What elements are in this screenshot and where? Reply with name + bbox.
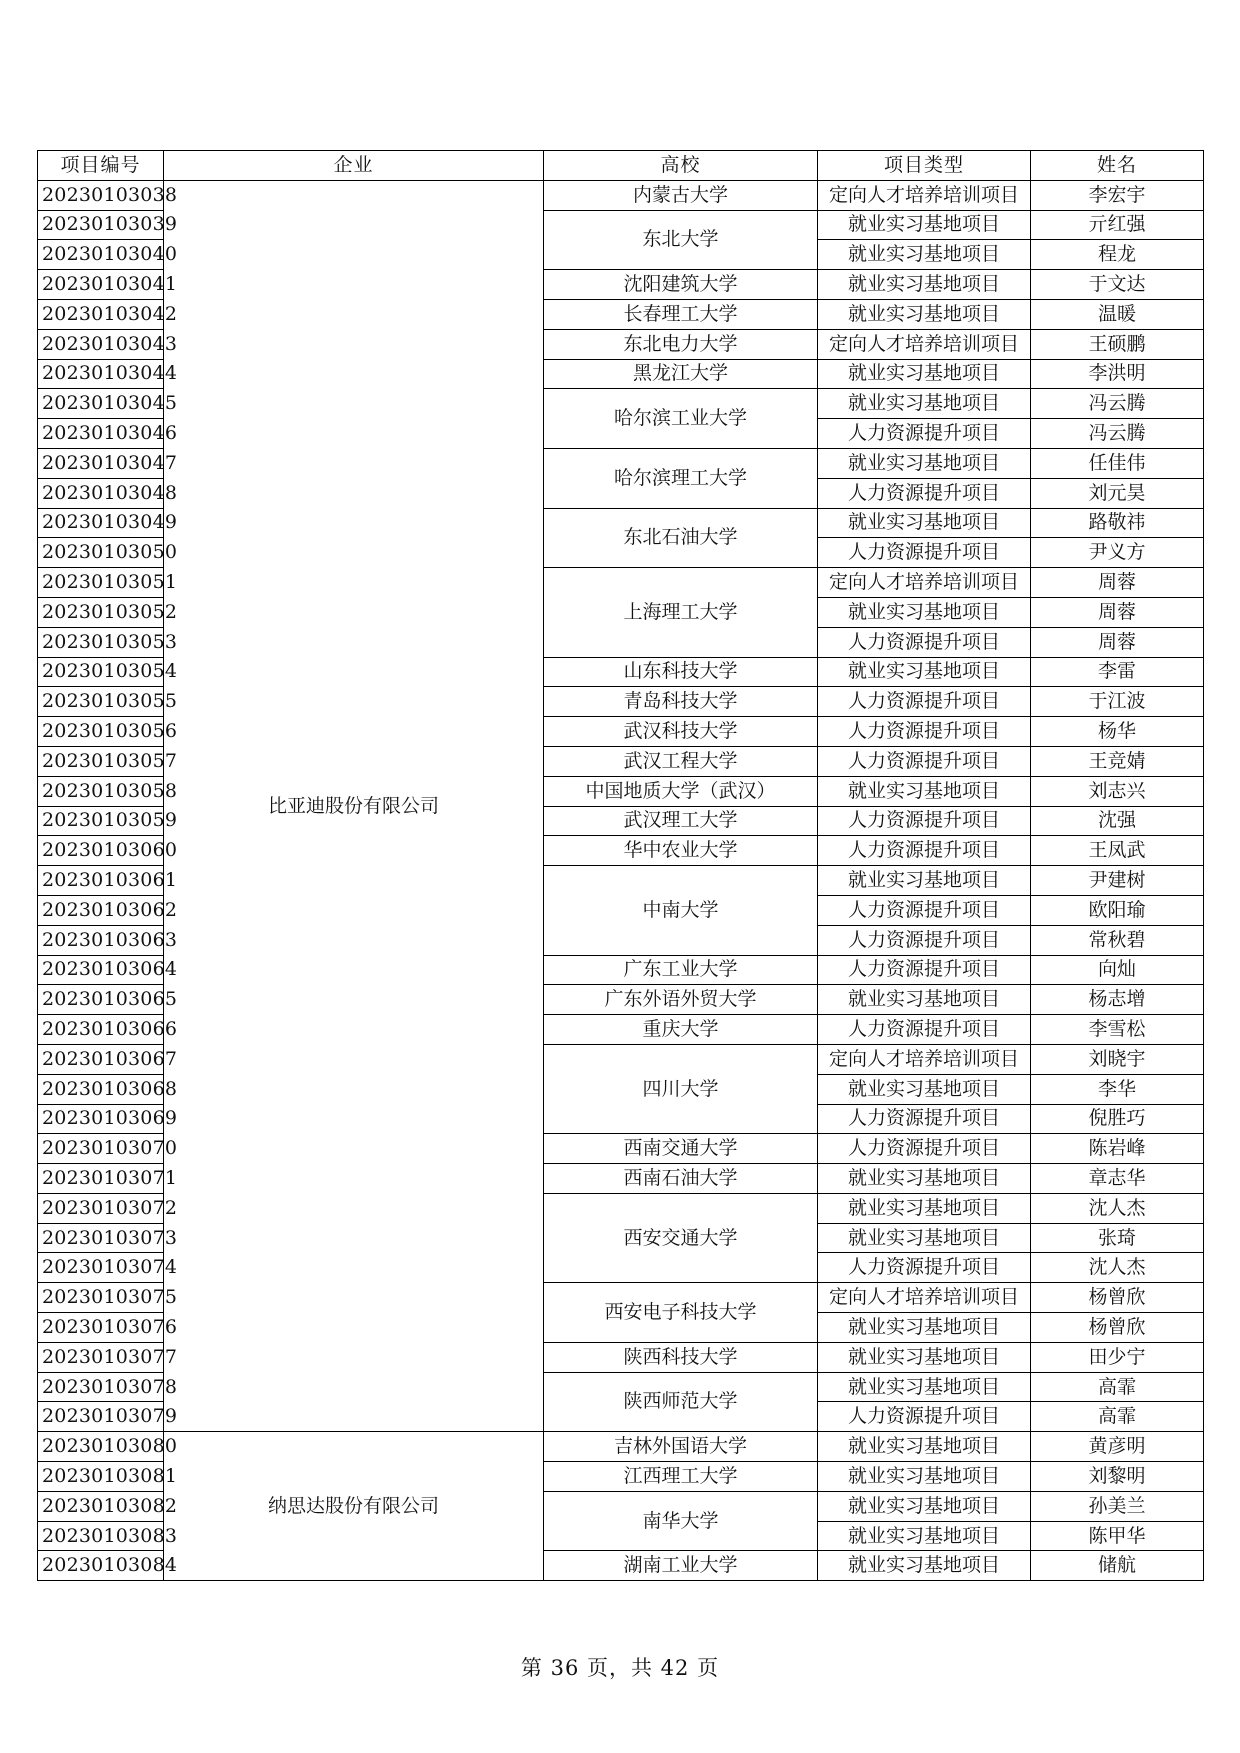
project-type-cell: 定向人才培养培训项目 xyxy=(818,1283,1031,1313)
university-cell: 武汉工程大学 xyxy=(544,746,818,776)
project-id-cell: 20230103062 xyxy=(38,895,164,925)
project-id-cell: 20230103073 xyxy=(38,1223,164,1253)
project-type-cell: 人力资源提升项目 xyxy=(818,419,1031,449)
person-name-cell: 周蓉 xyxy=(1031,627,1204,657)
project-type-cell: 人力资源提升项目 xyxy=(818,895,1031,925)
project-type-cell: 就业实习基地项目 xyxy=(818,1372,1031,1402)
project-type-cell: 就业实习基地项目 xyxy=(818,1432,1031,1462)
project-type-cell: 就业实习基地项目 xyxy=(818,1164,1031,1194)
project-type-cell: 就业实习基地项目 xyxy=(818,1551,1031,1581)
person-name-cell: 程龙 xyxy=(1031,240,1204,270)
header-company: 企业 xyxy=(164,151,544,181)
project-type-cell: 人力资源提升项目 xyxy=(818,478,1031,508)
person-name-cell: 向灿 xyxy=(1031,955,1204,985)
project-type-cell: 就业实习基地项目 xyxy=(818,1491,1031,1521)
project-id-cell: 20230103078 xyxy=(38,1372,164,1402)
project-id-cell: 20230103045 xyxy=(38,389,164,419)
project-type-cell: 就业实习基地项目 xyxy=(818,1074,1031,1104)
project-id-cell: 20230103080 xyxy=(38,1432,164,1462)
person-name-cell: 李宏宇 xyxy=(1031,180,1204,210)
person-name-cell: 倪胜巧 xyxy=(1031,1104,1204,1134)
project-type-cell: 就业实习基地项目 xyxy=(818,1521,1031,1551)
project-id-cell: 20230103039 xyxy=(38,210,164,240)
person-name-cell: 尹建树 xyxy=(1031,866,1204,896)
project-type-cell: 人力资源提升项目 xyxy=(818,717,1031,747)
person-name-cell: 李华 xyxy=(1031,1074,1204,1104)
project-type-cell: 人力资源提升项目 xyxy=(818,1015,1031,1045)
project-type-cell: 人力资源提升项目 xyxy=(818,806,1031,836)
university-cell: 武汉理工大学 xyxy=(544,806,818,836)
university-cell: 西南交通大学 xyxy=(544,1134,818,1164)
project-id-cell: 20230103075 xyxy=(38,1283,164,1313)
project-id-cell: 20230103077 xyxy=(38,1342,164,1372)
person-name-cell: 杨华 xyxy=(1031,717,1204,747)
project-id-cell: 20230103076 xyxy=(38,1313,164,1343)
project-type-cell: 就业实习基地项目 xyxy=(818,359,1031,389)
project-id-cell: 20230103061 xyxy=(38,866,164,896)
project-id-cell: 20230103041 xyxy=(38,270,164,300)
university-cell: 黑龙江大学 xyxy=(544,359,818,389)
header-project-type: 项目类型 xyxy=(818,151,1031,181)
university-cell: 江西理工大学 xyxy=(544,1462,818,1492)
person-name-cell: 沈强 xyxy=(1031,806,1204,836)
project-type-cell: 就业实习基地项目 xyxy=(818,210,1031,240)
project-id-cell: 20230103067 xyxy=(38,1044,164,1074)
person-name-cell: 亓红强 xyxy=(1031,210,1204,240)
project-type-cell: 人力资源提升项目 xyxy=(818,746,1031,776)
university-cell: 沈阳建筑大学 xyxy=(544,270,818,300)
table-body xyxy=(38,180,1204,1580)
university-cell: 西安电子科技大学 xyxy=(544,1283,818,1343)
header-row xyxy=(38,151,1204,181)
page-footer: 第 36 页，共 42 页 xyxy=(520,1656,720,1680)
project-type-cell: 就业实习基地项目 xyxy=(818,866,1031,896)
header-name: 姓名 xyxy=(1031,151,1204,181)
university-cell: 青岛科技大学 xyxy=(544,687,818,717)
person-name-cell: 田少宁 xyxy=(1031,1342,1204,1372)
university-cell: 重庆大学 xyxy=(544,1015,818,1045)
person-name-cell: 陈甲华 xyxy=(1031,1521,1204,1551)
university-cell: 中国地质大学（武汉） xyxy=(544,776,818,806)
project-type-cell: 就业实习基地项目 xyxy=(818,985,1031,1015)
project-id-cell: 20230103072 xyxy=(38,1193,164,1223)
project-id-cell: 20230103064 xyxy=(38,955,164,985)
project-type-cell: 就业实习基地项目 xyxy=(818,657,1031,687)
table-row xyxy=(38,180,1204,210)
university-cell: 广东工业大学 xyxy=(544,955,818,985)
table-row xyxy=(38,1432,1204,1462)
person-name-cell: 李雷 xyxy=(1031,657,1204,687)
person-name-cell: 陈岩峰 xyxy=(1031,1134,1204,1164)
project-type-cell: 定向人才培养培训项目 xyxy=(818,568,1031,598)
project-type-cell: 就业实习基地项目 xyxy=(818,776,1031,806)
university-cell: 南华大学 xyxy=(544,1491,818,1551)
project-type-cell: 定向人才培养培训项目 xyxy=(818,1044,1031,1074)
university-cell: 武汉科技大学 xyxy=(544,717,818,747)
person-name-cell: 周蓉 xyxy=(1031,568,1204,598)
project-id-cell: 20230103070 xyxy=(38,1134,164,1164)
university-cell: 陕西科技大学 xyxy=(544,1342,818,1372)
university-cell: 东北大学 xyxy=(544,210,818,270)
project-id-cell: 20230103055 xyxy=(38,687,164,717)
project-id-cell: 20230103043 xyxy=(38,329,164,359)
university-cell: 长春理工大学 xyxy=(544,299,818,329)
project-type-cell: 人力资源提升项目 xyxy=(818,836,1031,866)
person-name-cell: 温暖 xyxy=(1031,299,1204,329)
person-name-cell: 章志华 xyxy=(1031,1164,1204,1194)
person-name-cell: 于江波 xyxy=(1031,687,1204,717)
university-cell: 吉林外国语大学 xyxy=(544,1432,818,1462)
person-name-cell: 沈人杰 xyxy=(1031,1253,1204,1283)
person-name-cell: 刘黎明 xyxy=(1031,1462,1204,1492)
person-name-cell: 孙美兰 xyxy=(1031,1491,1204,1521)
person-name-cell: 储航 xyxy=(1031,1551,1204,1581)
person-name-cell: 黄彦明 xyxy=(1031,1432,1204,1462)
university-cell: 湖南工业大学 xyxy=(544,1551,818,1581)
university-cell: 西安交通大学 xyxy=(544,1193,818,1282)
project-type-cell: 就业实习基地项目 xyxy=(818,1223,1031,1253)
project-type-cell: 人力资源提升项目 xyxy=(818,925,1031,955)
person-name-cell: 刘志兴 xyxy=(1031,776,1204,806)
project-type-cell: 人力资源提升项目 xyxy=(818,1402,1031,1432)
project-type-cell: 就业实习基地项目 xyxy=(818,1193,1031,1223)
university-cell: 东北电力大学 xyxy=(544,329,818,359)
project-type-cell: 人力资源提升项目 xyxy=(818,955,1031,985)
project-type-cell: 人力资源提升项目 xyxy=(818,538,1031,568)
company-cell: 纳思达股份有限公司 xyxy=(164,1432,544,1581)
university-cell: 山东科技大学 xyxy=(544,657,818,687)
person-name-cell: 王凤武 xyxy=(1031,836,1204,866)
header-university: 高校 xyxy=(544,151,818,181)
university-cell: 哈尔滨理工大学 xyxy=(544,448,818,508)
person-name-cell: 张琦 xyxy=(1031,1223,1204,1253)
project-id-cell: 20230103049 xyxy=(38,508,164,538)
project-id-cell: 20230103054 xyxy=(38,657,164,687)
project-id-cell: 20230103060 xyxy=(38,836,164,866)
person-name-cell: 杨曾欣 xyxy=(1031,1283,1204,1313)
person-name-cell: 冯云腾 xyxy=(1031,389,1204,419)
project-id-cell: 20230103068 xyxy=(38,1074,164,1104)
project-id-cell: 20230103083 xyxy=(38,1521,164,1551)
project-id-cell: 20230103074 xyxy=(38,1253,164,1283)
company-cell: 比亚迪股份有限公司 xyxy=(164,180,544,1431)
project-type-cell: 人力资源提升项目 xyxy=(818,687,1031,717)
university-cell: 华中农业大学 xyxy=(544,836,818,866)
project-table xyxy=(37,150,1204,1581)
project-id-cell: 20230103081 xyxy=(38,1462,164,1492)
person-name-cell: 王竞婧 xyxy=(1031,746,1204,776)
person-name-cell: 刘晓宇 xyxy=(1031,1044,1204,1074)
project-id-cell: 20230103040 xyxy=(38,240,164,270)
person-name-cell: 王硕鹏 xyxy=(1031,329,1204,359)
university-cell: 陕西师范大学 xyxy=(544,1372,818,1432)
project-type-cell: 就业实习基地项目 xyxy=(818,240,1031,270)
project-id-cell: 20230103082 xyxy=(38,1491,164,1521)
project-id-cell: 20230103063 xyxy=(38,925,164,955)
university-cell: 东北石油大学 xyxy=(544,508,818,568)
person-name-cell: 于文达 xyxy=(1031,270,1204,300)
project-id-cell: 20230103042 xyxy=(38,299,164,329)
person-name-cell: 李雪松 xyxy=(1031,1015,1204,1045)
project-id-cell: 20230103058 xyxy=(38,776,164,806)
header-project-id: 项目编号 xyxy=(38,151,164,181)
project-id-cell: 20230103065 xyxy=(38,985,164,1015)
person-name-cell: 任佳伟 xyxy=(1031,448,1204,478)
project-id-cell: 20230103059 xyxy=(38,806,164,836)
person-name-cell: 周蓉 xyxy=(1031,597,1204,627)
university-cell: 上海理工大学 xyxy=(544,568,818,657)
university-cell: 广东外语外贸大学 xyxy=(544,985,818,1015)
university-cell: 中南大学 xyxy=(544,866,818,955)
project-id-cell: 20230103066 xyxy=(38,1015,164,1045)
project-id-cell: 20230103056 xyxy=(38,717,164,747)
project-type-cell: 定向人才培养培训项目 xyxy=(818,180,1031,210)
project-type-cell: 就业实习基地项目 xyxy=(818,597,1031,627)
project-id-cell: 20230103048 xyxy=(38,478,164,508)
person-name-cell: 高霏 xyxy=(1031,1402,1204,1432)
university-cell: 四川大学 xyxy=(544,1044,818,1133)
project-id-cell: 20230103069 xyxy=(38,1104,164,1134)
project-type-cell: 人力资源提升项目 xyxy=(818,1134,1031,1164)
project-id-cell: 20230103038 xyxy=(38,180,164,210)
university-cell: 内蒙古大学 xyxy=(544,180,818,210)
person-name-cell: 欧阳瑜 xyxy=(1031,895,1204,925)
project-type-cell: 就业实习基地项目 xyxy=(818,299,1031,329)
university-cell: 哈尔滨工业大学 xyxy=(544,389,818,449)
university-cell: 西南石油大学 xyxy=(544,1164,818,1194)
project-id-cell: 20230103084 xyxy=(38,1551,164,1581)
project-type-cell: 定向人才培养培训项目 xyxy=(818,329,1031,359)
project-id-cell: 20230103071 xyxy=(38,1164,164,1194)
project-id-cell: 20230103079 xyxy=(38,1402,164,1432)
project-type-cell: 就业实习基地项目 xyxy=(818,1462,1031,1492)
person-name-cell: 杨志增 xyxy=(1031,985,1204,1015)
person-name-cell: 刘元昊 xyxy=(1031,478,1204,508)
project-id-cell: 20230103047 xyxy=(38,448,164,478)
project-type-cell: 就业实习基地项目 xyxy=(818,1342,1031,1372)
project-id-cell: 20230103052 xyxy=(38,597,164,627)
person-name-cell: 杨曾欣 xyxy=(1031,1313,1204,1343)
project-id-cell: 20230103053 xyxy=(38,627,164,657)
person-name-cell: 李洪明 xyxy=(1031,359,1204,389)
project-type-cell: 人力资源提升项目 xyxy=(818,1253,1031,1283)
person-name-cell: 高霏 xyxy=(1031,1372,1204,1402)
person-name-cell: 尹义方 xyxy=(1031,538,1204,568)
person-name-cell: 冯云腾 xyxy=(1031,419,1204,449)
project-type-cell: 就业实习基地项目 xyxy=(818,1313,1031,1343)
project-id-cell: 20230103051 xyxy=(38,568,164,598)
project-type-cell: 人力资源提升项目 xyxy=(818,627,1031,657)
project-id-cell: 20230103057 xyxy=(38,746,164,776)
project-id-cell: 20230103044 xyxy=(38,359,164,389)
project-type-cell: 就业实习基地项目 xyxy=(818,508,1031,538)
person-name-cell: 路敬祎 xyxy=(1031,508,1204,538)
project-id-cell: 20230103050 xyxy=(38,538,164,568)
project-id-cell: 20230103046 xyxy=(38,419,164,449)
project-type-cell: 就业实习基地项目 xyxy=(818,270,1031,300)
project-type-cell: 人力资源提升项目 xyxy=(818,1104,1031,1134)
project-type-cell: 就业实习基地项目 xyxy=(818,448,1031,478)
person-name-cell: 沈人杰 xyxy=(1031,1193,1204,1223)
project-type-cell: 就业实习基地项目 xyxy=(818,389,1031,419)
person-name-cell: 常秋碧 xyxy=(1031,925,1204,955)
